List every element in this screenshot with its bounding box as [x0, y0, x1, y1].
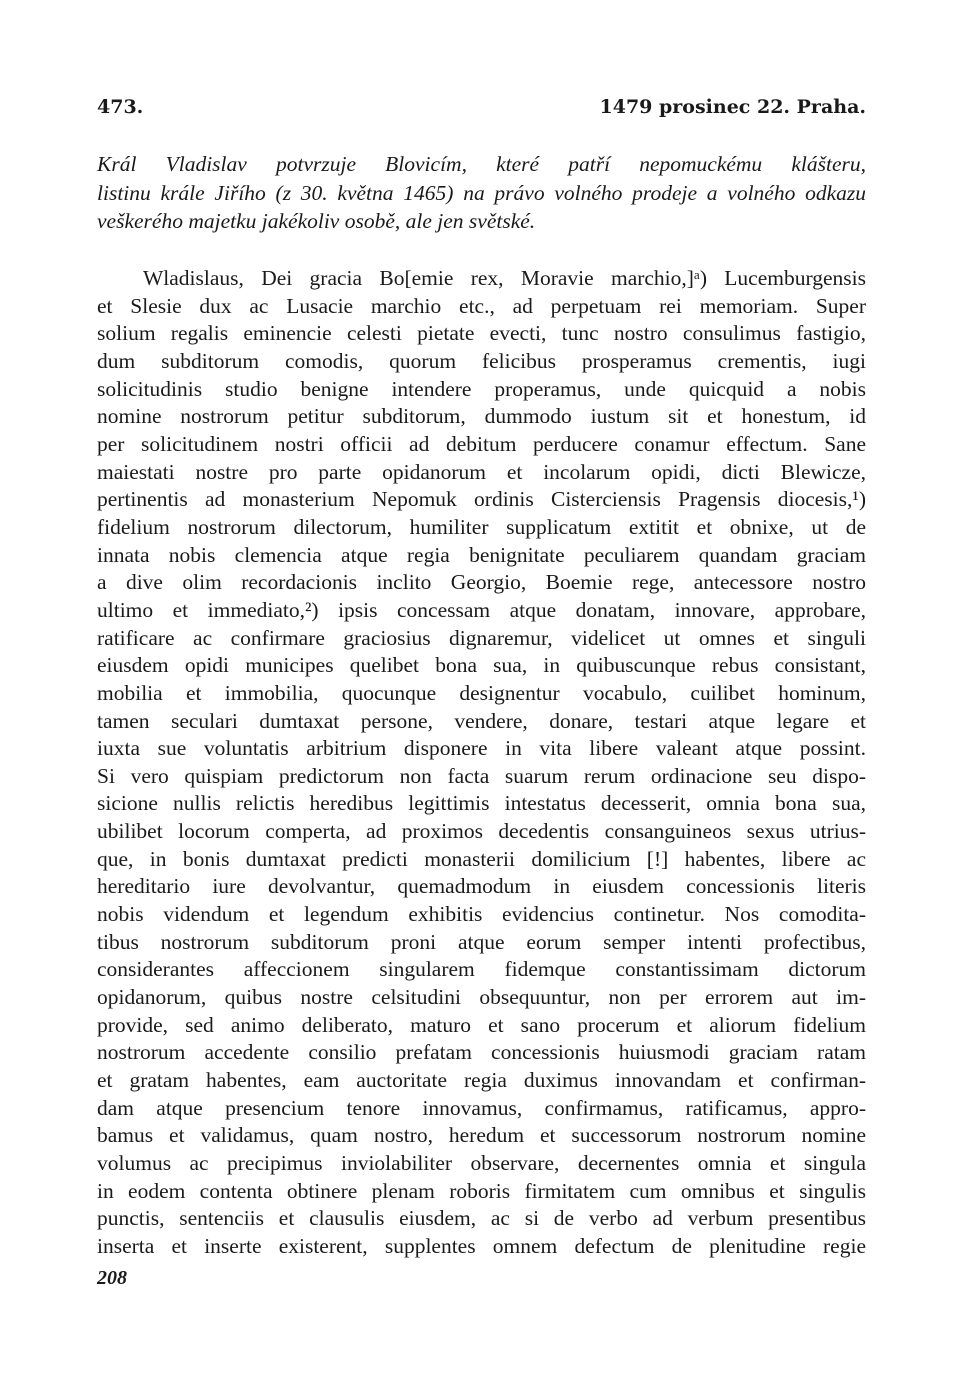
page-number: 208 — [97, 1267, 127, 1289]
regest-summary — [97, 150, 866, 236]
text-line: punctis, sentenciis et clausulis eiusdem, ac si de verbo ad verbum presentibus — [97, 1206, 866, 1231]
text-line: Si vero quispiam predictorum non facta suarum rerum ordinacione seu dispo- — [97, 763, 866, 788]
text-line: nostrorum accedente consilio prefatam concessionis huiusmodi graciam ratam — [97, 1040, 866, 1065]
text-line: in eodem contenta obtinere plenam roboris firmitatem cum omnibus et singulis — [97, 1178, 866, 1203]
charter-text — [97, 265, 866, 1261]
text-line: eiusdem opidi municipes quelibet bona sua, in quibuscunque rebus consistant, — [97, 653, 866, 678]
text-line: innata nobis clemencia atque regia benignitate peculiarem quandam graciam — [97, 542, 866, 567]
text-line: volumus ac precipimus inviolabiliter observare, decernentes omnia et singula — [97, 1151, 866, 1175]
document-number: 473. — [97, 96, 144, 118]
text-line: Wladislaus, Dei gracia Bo[emie rex, Moravie marchio,]ᵃ) Lucemburgensis — [143, 266, 866, 290]
text-line: dam atque presencium tenore innovamus, confirmamus, ratificamus, appro- — [97, 1095, 866, 1120]
text-line: et Slesie dux ac Lusacie marchio etc., ad perpetuam rei memoriam. Super — [97, 293, 866, 318]
page-header — [97, 96, 866, 118]
text-line: considerantes affeccionem singularem fidemque constantissimam dictorum — [97, 957, 866, 982]
text-line: opidanorum, quibus nostre celsitudini obsequuntur, non per errorem aut im- — [97, 985, 866, 1010]
text-line: a dive olim recordacionis inclito Georgio, Boemie rege, antecessore nostro — [97, 570, 866, 595]
text-line: maiestati nostre pro parte opidanorum et incolarum opidi, dicti Blewicze, — [97, 459, 866, 484]
text-line: pertinentis ad monasterium Nepomuk ordinis Cisterciensis Pragensis diocesis,¹) — [97, 487, 866, 512]
text-line: inserta et inserte existerent, supplentes omnem defectum de plenitudine regie — [97, 1233, 866, 1258]
text-line: nobis videndum et legendum exhibitis evidencius continetur. Nos comodita- — [97, 902, 866, 927]
text-line: fidelium nostrorum dilectorum, humiliter supplicatum extitit et obnixe, ut de — [97, 514, 866, 539]
text-line: solium regalis eminencie celesti pietate evecti, tunc nostro consulimus fastigio, — [97, 321, 866, 346]
text-line: provide, sed animo deliberato, maturo et sano procerum et aliorum fidelium — [97, 1012, 866, 1037]
text-line: hereditario iure devolvantur, quemadmodum in eiusdem concessionis literis — [97, 874, 866, 899]
regest-line: listinu krále Jiřího (z 30. května 1465) na právo volného prodeje a volného odkazu — [97, 180, 866, 205]
text-line: iuxta sue voluntatis arbitrium disponere in vita libere valeant atque possint. — [97, 736, 866, 761]
text-line: sicione nullis relictis heredibus legittimis intestatus decesserit, omnia bona sua, — [97, 791, 866, 816]
text-line: tibus nostrorum subditorum proni atque eorum semper intenti profectibus, — [97, 929, 866, 954]
regest-line: veškerého majetku jakékoliv osobě, ale jen světské. — [97, 209, 536, 233]
text-line: per solicitudinem nostri officii ad debitum perducere conamur effectum. Sane — [97, 431, 866, 456]
text-line: et gratam habentes, eam auctoritate regia duximus innovandam et confirman- — [97, 1068, 866, 1093]
text-line: dum subditorum comodis, quorum felicibus prosperamus crementis, iugi — [97, 348, 866, 373]
document-date-place: 1479 prosinec 22. Praha. — [599, 96, 866, 118]
text-line: ubilibet locorum comperta, ad proximos decedentis consanguineos sexus utrius- — [97, 819, 866, 844]
text-line: tamen seculari dumtaxat persone, vendere, donare, testari atque legare et — [97, 708, 866, 733]
text-line: bamus et validamus, quam nostro, heredum et successorum nostrorum nomine — [97, 1123, 866, 1148]
regest-line: Král Vladislav potvrzuje Blovicím, které patří nepomuckému klášteru, — [97, 152, 866, 176]
text-line: que, in bonis dumtaxat predicti monasterii domilicium [!] habentes, libere ac — [97, 846, 866, 871]
text-line: solicitudinis studio benigne intendere properamus, unde quicquid a nobis — [97, 376, 866, 401]
text-line: ratificare ac confirmare graciosius dignaremur, videlicet ut omnes et singuli — [97, 625, 866, 650]
text-line: mobilia et immobilia, quocunque designentur vocabulo, cuilibet hominum, — [97, 680, 866, 705]
text-line: ultimo et immediato,²) ipsis concessam atque donatam, innovare, approbare, — [97, 597, 866, 622]
text-line: nomine nostrorum petitur subditorum, dummodo iustum sit et honestum, id — [97, 404, 866, 429]
